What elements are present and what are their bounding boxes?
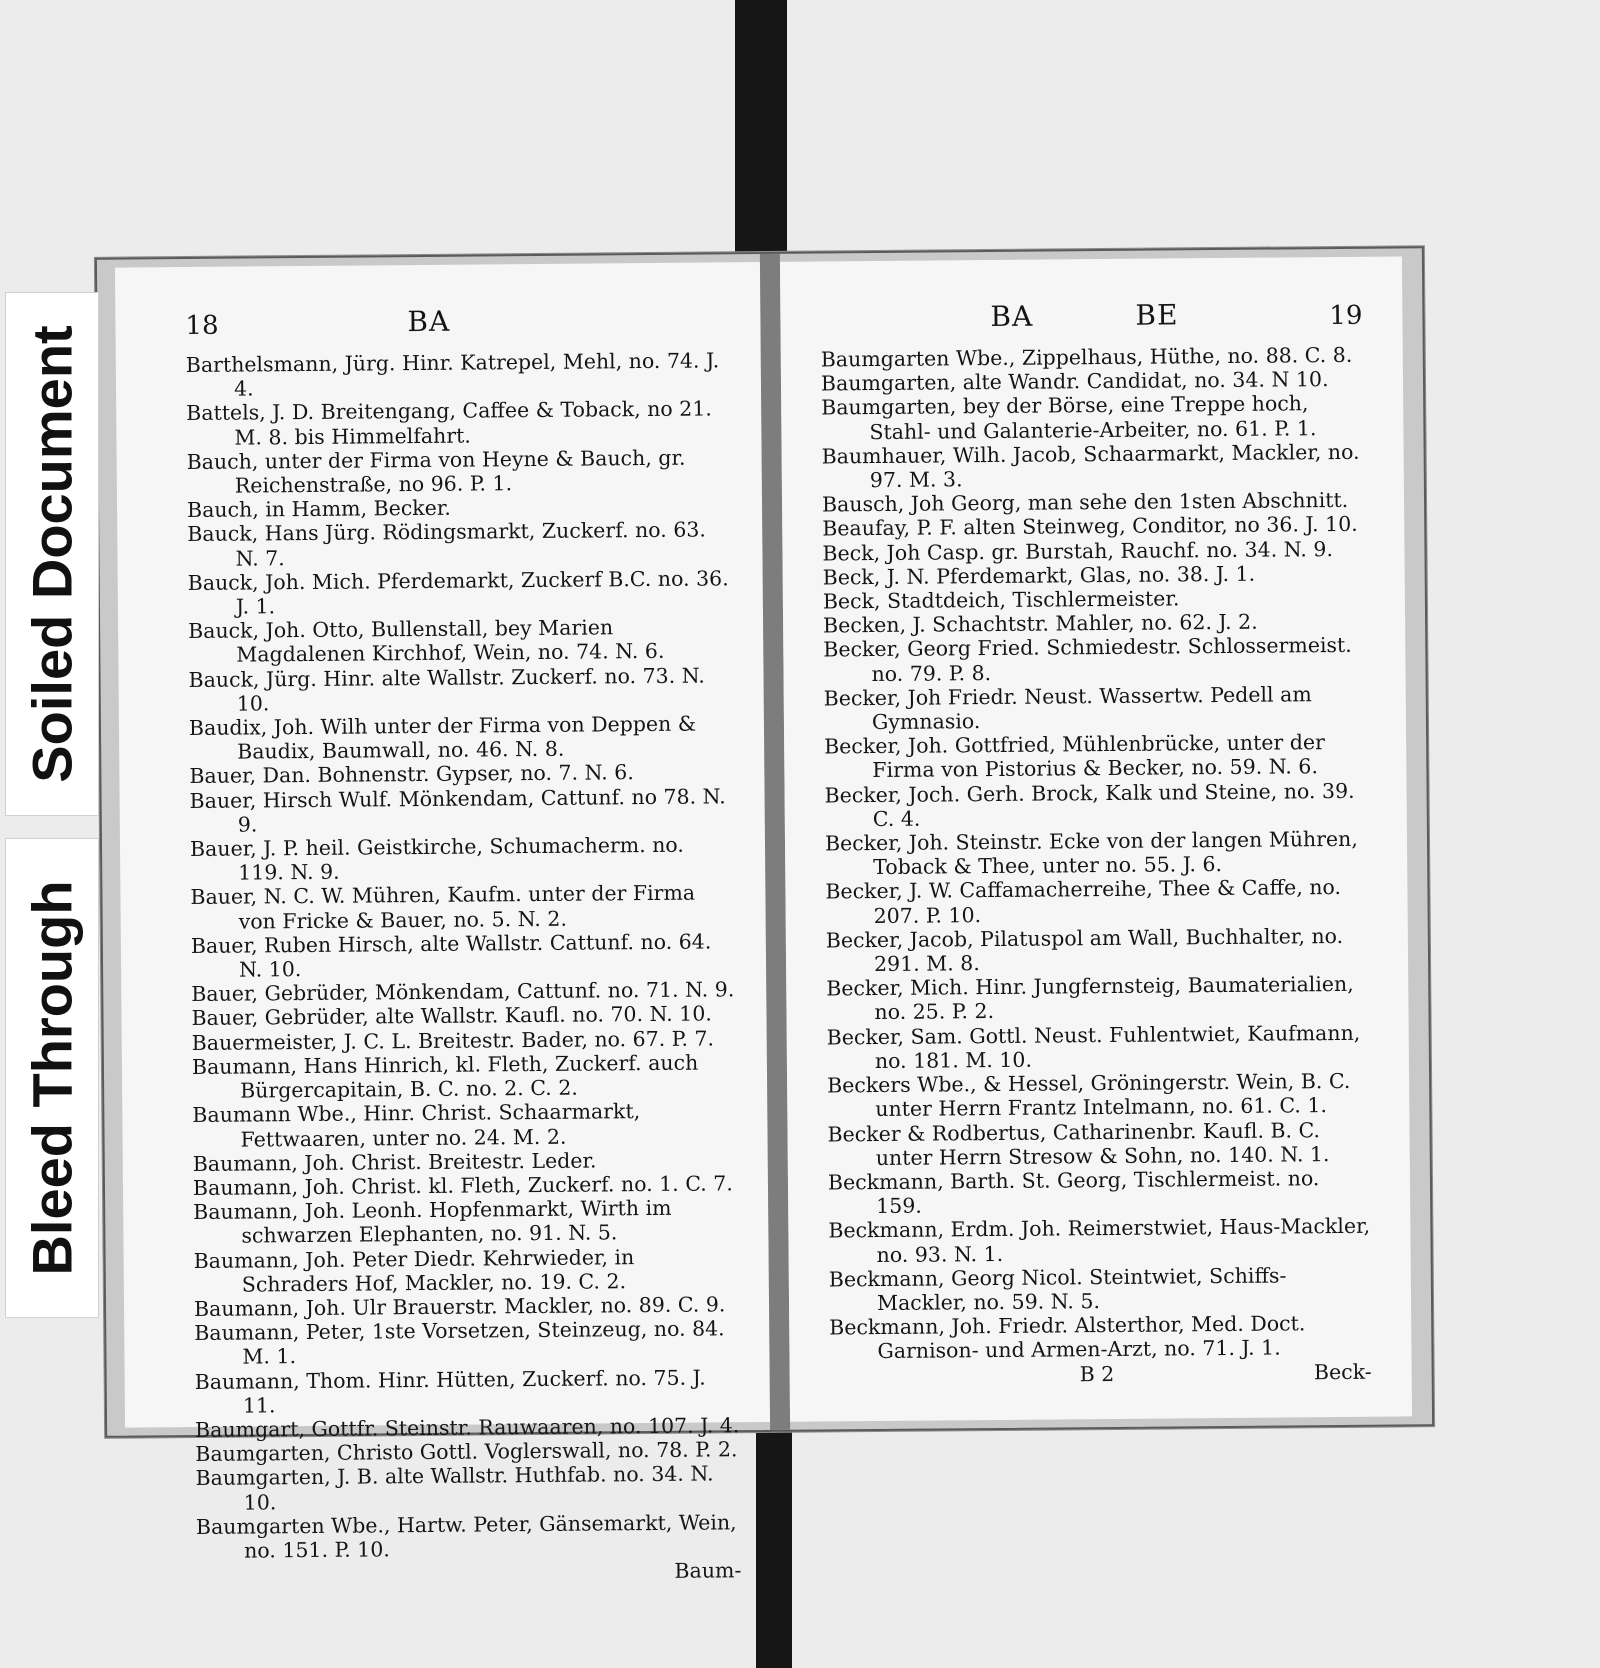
label-soiled-document: Soiled Document (5, 292, 99, 816)
directory-entry: Bauck, Jürg. Hinr. alte Wallstr. Zuckerf. no. 73. N. 10. (188, 663, 705, 716)
bookmark-ribbon-bottom (756, 1400, 792, 1668)
directory-entry: Becker, Joh. Gottfried, Mühlenbrücke, unter der Firma von Pistorius & Becker, no. 59. N. 6. (824, 730, 1325, 783)
directory-entry: Beck, J. N. Pferdemarkt, Glas, no. 38. J. 1. (822, 561, 1256, 590)
directory-entry: Barthelsmann, Jürg. Hinr. Katrepel, Mehl, no. 74. J. 4. (185, 348, 720, 401)
right-entry-list (821, 343, 1372, 1364)
directory-entry: Beck, Stadtdeich, Tischlermeister. (822, 586, 1180, 614)
right-page-header (820, 297, 1362, 342)
directory-entry: Beck, Joh Casp. gr. Burstah, Rauchf. no. 34. N. 9. (822, 536, 1334, 566)
left-entry-list (186, 348, 742, 1563)
catchword-left: Baum- (674, 1558, 742, 1583)
directory-entry: Bausch, Joh Georg, man sehe den 1sten Abschnitt. (821, 488, 1349, 517)
left-page-footer (196, 1558, 741, 1589)
directory-entry: Baumann, Joh. Peter Diedr. Kehrwieder, in Schraders Hof, Mackler, no. 19. C. 2. (193, 1244, 635, 1297)
directory-entry: Baumgarten, bey der Börse, eine Treppe hoch, Stahl- und Galanterie-Arbeiter, no. 61. P. 1. (821, 391, 1317, 444)
catchword-right: Beck- (1313, 1359, 1372, 1384)
directory-entry: Becker, Georg Fried. Schmiedestr. Schlossermeist. no. 79. P. 8. (823, 633, 1352, 686)
directory-entry: Baumhauer, Wilh. Jacob, Schaarmarkt, Mackler, no. 97. M. 3. (821, 439, 1360, 493)
directory-entry: Bauer, N. C. W. Mühren, Kaufm. unter der Firma von Fricke & Bauer, no. 5. N. 2. (190, 881, 696, 934)
directory-entry: Becker, Joh. Steinstr. Ecke von der langen Mühren, Toback & Thee, unter no. 55. J. 6. (824, 826, 1358, 880)
right-page (780, 256, 1412, 1421)
directory-entry: Baumgarten, Christo Gottl. Voglerswall, no. 78. P. 2. (195, 1437, 738, 1467)
directory-entry: Becker, Jacob, Pilatuspol am Wall, Buchhalter, no. 291. M. 8. (825, 923, 1344, 977)
directory-entry: Baumann, Peter, 1ste Vorsetzen, Steinzeug, no. 84. M. 1. (194, 1316, 725, 1369)
directory-entry: Baumgarten Wbe., Zippelhaus, Hüthe, no. 88. C. 8. (820, 342, 1353, 372)
directory-entry: Beckmann, Joh. Friedr. Alsterthor, Med. Doct. Garnison- und Armen-Arzt, no. 71. J. 1. (829, 1311, 1306, 1364)
open-book (95, 246, 1434, 1583)
bookmark-ribbon-top (735, 0, 787, 260)
directory-entry: Baudix, Joh. Wilh unter der Firma von Deppen & Baudix, Baumwall, no. 46. N. 8. (188, 711, 697, 764)
directory-entry: Beaufay, P. F. alten Steinweg, Conditor, no 36. J. 10. (822, 512, 1358, 541)
directory-entry: Bauer, Hirsch Wulf. Mönkendam, Cattunf. no 78. N. 9. (189, 783, 726, 837)
directory-entry: Bauer, Ruben Hirsch, alte Wallstr. Cattunf. no. 64. N. 10. (190, 929, 712, 982)
directory-entry: Beckers Wbe., & Hessel, Gröningerstr. Wein, B. C. unter Herrn Frantz Intelmann, no. 61. C. 1. (827, 1068, 1351, 1122)
directory-entry: Bauer, J. P. heil. Geistkirche, Schumacherm. no. 119. N. 9. (189, 832, 684, 885)
directory-entry: Baumann, Joh. Christ. Breitestr. Leder. (192, 1148, 597, 1176)
directory-entry: Beckmann, Georg Nicol. Steintwiet, Schiffs-Mackler, no. 59. N. 5. (828, 1263, 1287, 1315)
directory-entry: Becker, Joch. Gerh. Brock, Kalk und Steine, no. 39. C. 4. (824, 778, 1355, 831)
directory-entry: Baumgarten, J. B. alte Wallstr. Huthfab. no. 34. N. 10. (195, 1461, 714, 1515)
directory-entry: Bauch, in Hamm, Becker. (186, 495, 451, 523)
directory-entry: Bauck, Joh. Otto, Bullenstall, bey Marien Magdalenen Kirchhof, Wein, no. 74. N. 6. (188, 615, 665, 668)
directory-entry: Bauer, Gebrüder, alte Wallstr. Kaufl. no. 70. N. 10. (191, 1001, 712, 1031)
directory-entry: Bauer, Gebrüder, Mönkendam, Cattunf. no. 71. N. 9. (191, 977, 735, 1007)
directory-entry: Baumann, Hans Hinrich, kl. Fleth, Zuckerf. auch Bürgercapitain, B. C. no. 2. C. 2. (191, 1050, 699, 1103)
directory-entry: Battels, J. D. Breitengang, Caffee & Toback, no 21. M. 8. bis Himmelfahrt. (186, 396, 712, 450)
directory-entry: Becker, Sam. Gottl. Neust. Fuhlentwiet, Kaufmann, no. 181. M. 10. (826, 1020, 1361, 1073)
directory-entry: Becker, Joh Friedr. Neust. Wassertw. Pedell am Gymnasio. (823, 682, 1312, 735)
directory-entry: Becker, J. W. Caffamacherreihe, Thee & Caffe, no. 207. P. 10. (825, 875, 1342, 928)
directory-entry: Beckmann, Erdm. Joh. Reimerstwiet, Haus-Mackler, no. 93. N. 1. (828, 1214, 1371, 1267)
directory-entry: Baumann Wbe., Hinr. Christ. Schaarmarkt, Fettwaaren, unter no. 24. M. 2. (192, 1099, 641, 1152)
directory-entry: Bauch, unter der Firma von Heyne & Bauch, gr. Reichenstraße, no 96. P. 1. (186, 445, 686, 498)
directory-entry: Baumgarten, alte Wandr. Candidat, no. 34. N 10. (820, 367, 1329, 396)
signature-mark: B 2 (1079, 1361, 1115, 1386)
directory-entry: Becken, J. Schachtstr. Mahler, no. 62. J. 2. (823, 609, 1258, 638)
directory-entry: Baumann, Joh. Ulr Brauerstr. Mackler, no. 89. C. 9. (193, 1292, 726, 1321)
directory-entry: Beckmann, Barth. St. Georg, Tischlermeist. no. 159. (827, 1166, 1320, 1219)
directory-entry: Becker & Rodbertus, Catharinenbr. Kaufl. B. C. unter Herrn Stresow & Sohn, no. 140. N. 1. (827, 1117, 1330, 1170)
left-page (115, 262, 770, 1583)
directory-entry: Becker, Mich. Hinr. Jungfernsteig, Baumaterialien, no. 25. P. 2. (826, 972, 1354, 1025)
label-bleed-through: Bleed Through (5, 838, 99, 1318)
running-head-right-2: BE (1135, 298, 1179, 332)
directory-entry: Bauermeister, J. C. L. Breitestr. Bader, no. 67. P. 7. (191, 1026, 715, 1055)
directory-entry: Baumgart, Gottfr. Steinstr. Rauwaaren, no. 107. J. 4. (195, 1413, 740, 1442)
directory-entry: Baumann, Joh. Christ. kl. Fleth, Zuckerf. no. 1. C. 7. (192, 1171, 733, 1200)
directory-entry: Bauck, Joh. Mich. Pferdemarkt, Zuckerf B.C. no. 36. J. 1. (187, 566, 729, 619)
directory-entry: Baumgarten Wbe., Hartw. Peter, Gänsemarkt, Wein, no. 151. P. 10. (195, 1510, 737, 1563)
directory-entry: Baumann, Joh. Leonh. Hopfenmarkt, Wirth im schwarzen Elephanten, no. 91. N. 5. (193, 1195, 672, 1248)
directory-entry: Bauck, Hans Jürg. Rödingsmarkt, Zuckerf. no. 63. N. 7. (187, 517, 706, 571)
running-head-left: BA (407, 304, 451, 339)
directory-entry: Baumann, Thom. Hinr. Hütten, Zuckerf. no. 75. J. 11. (194, 1365, 706, 1418)
running-head-right-1: BA (990, 299, 1034, 334)
right-page-footer (830, 1359, 1372, 1390)
page-number-left: 18 (185, 310, 219, 342)
page-number-right: 19 (1329, 300, 1363, 332)
left-page-header (185, 302, 730, 347)
directory-entry: Bauer, Dan. Bohnenstr. Gypser, no. 7. N. 6. (189, 760, 634, 789)
